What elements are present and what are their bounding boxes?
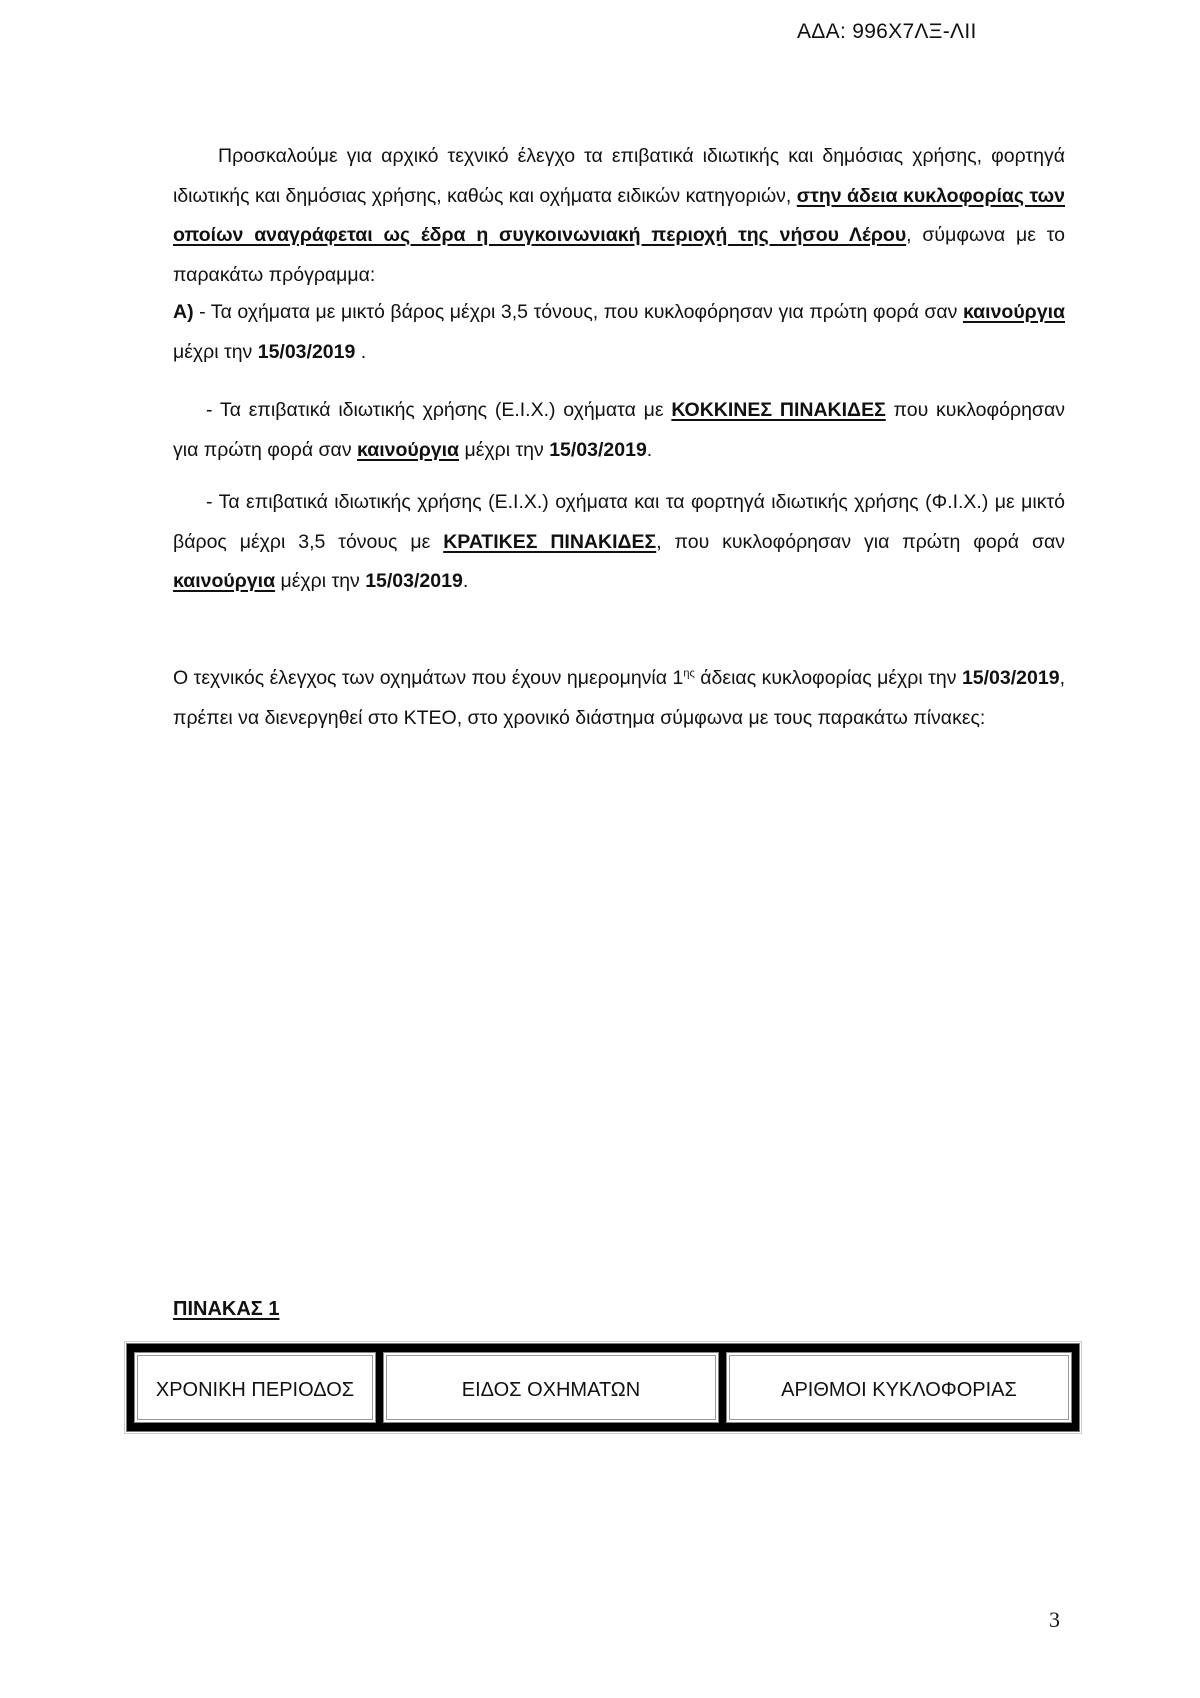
new-vehicle-word: καινούργια <box>962 301 1065 323</box>
item-text: - Τα επιβατικά ιδιωτικής χρήσης (Ε.Ι.Χ.) οχήματα και τα φορτηγά ιδιωτικής χρήσης (Φ.Ι.Χ.) με μικτό βάρος μέχρι 3,5 τόνους με <box>173 491 1065 553</box>
note-text: , πρέπει να διενεργηθεί στο ΚΤΕΟ, στο χρονικό διάστημα σύμφωνα με τους παρακάτω πίνακες: <box>173 667 1065 729</box>
section-a-item-1 <box>173 293 1065 372</box>
plates-type: ΚΡΑΤΙΚΕΣ ΠΙΝΑΚΙΔΕΣ <box>443 530 657 553</box>
new-vehicle-word: καινούργια <box>173 570 276 592</box>
ada-code: ΑΔΑ: 996Χ7ΛΞ-ΛΙΙ <box>797 20 977 43</box>
item-text: μέχρι την <box>173 340 258 363</box>
item-text: - Τα επιβατικά ιδιωτικής χρήσης (Ε.Ι.Χ.) οχήματα με <box>206 399 672 421</box>
table-1 <box>126 1343 1080 1432</box>
intro-emphasis: στην άδεια κυκλοφορίας των οποίων αναγράφεται ως έδρα η συγκοινωνιακή περιοχή της νήσου Λέρου <box>173 184 1065 246</box>
deadline-date: 15/03/2019 <box>365 570 463 592</box>
item-text: . <box>462 570 469 592</box>
intro-text: Προσκαλούμε για αρχικό τεχνικό έλεγχο τα επιβατικά ιδιωτικής και δημόσιας χρήσης, φορτηγά ιδιωτικής και δημόσιας χρήσης, καθώς και οχήματα ειδικών κατηγοριών, <box>173 145 1065 207</box>
table-1-title: ΠΙΝΑΚΑΣ 1 <box>173 1298 280 1320</box>
item-text: . <box>355 340 367 363</box>
deadline-date: 15/03/2019 <box>257 340 356 363</box>
note-text: Ο τεχνικός έλεγχος των οχημάτων που έχουν ημερομηνία 1 <box>173 667 684 689</box>
item-text: μέχρι την <box>275 570 366 592</box>
deadline-date: 15/03/2019 <box>961 667 1060 689</box>
item-text: μέχρι την <box>459 438 550 461</box>
section-a-item-2 <box>173 391 1065 470</box>
page-number: 3 <box>1049 1607 1060 1632</box>
section-a-item-3 <box>173 483 1065 602</box>
intro-paragraph <box>173 137 1065 295</box>
table-header-cell-period: ΧΡΟΝΙΚΗ ΠΕΡΙΟΔΟΣ <box>134 1352 376 1423</box>
item-text: , που κυκλοφόρησαν για πρώτη φορά σαν <box>656 530 1066 553</box>
intro-text-end: , σύμφωνα με το παρακάτω πρόγραμμα: <box>173 224 1065 286</box>
item-text: που κυκλοφόρησαν για πρώτη φορά σαν <box>173 399 1065 461</box>
table-header-cell-vehicle-type: ΕΙΔΟΣ ΟΧΗΜΑΤΩΝ <box>383 1352 719 1423</box>
deadline-date: 15/03/2019 <box>549 438 647 461</box>
plates-type: ΚΟΚΚΙΝΕΣ ΠΙΝΑΚΙΔΕΣ <box>671 399 886 421</box>
table-header-cell-plate-numbers: ΑΡΙΘΜΟΙ ΚΥΚΛΟΦΟΡΙΑΣ <box>726 1352 1072 1423</box>
item-text: . <box>646 438 653 461</box>
note-text: άδειας κυκλοφορίας μέχρι την <box>694 667 962 689</box>
section-a-label: Α) <box>173 301 194 323</box>
new-vehicle-word: καινούργια <box>356 438 460 461</box>
item-text: - Τα οχήματα με μικτό βάρος μέχρι 3,5 τόνους, που κυκλοφόρησαν για πρώτη φορά σαν <box>193 301 963 323</box>
ordinal-suffix: ης <box>683 667 695 680</box>
inspection-note-paragraph <box>173 659 1065 738</box>
